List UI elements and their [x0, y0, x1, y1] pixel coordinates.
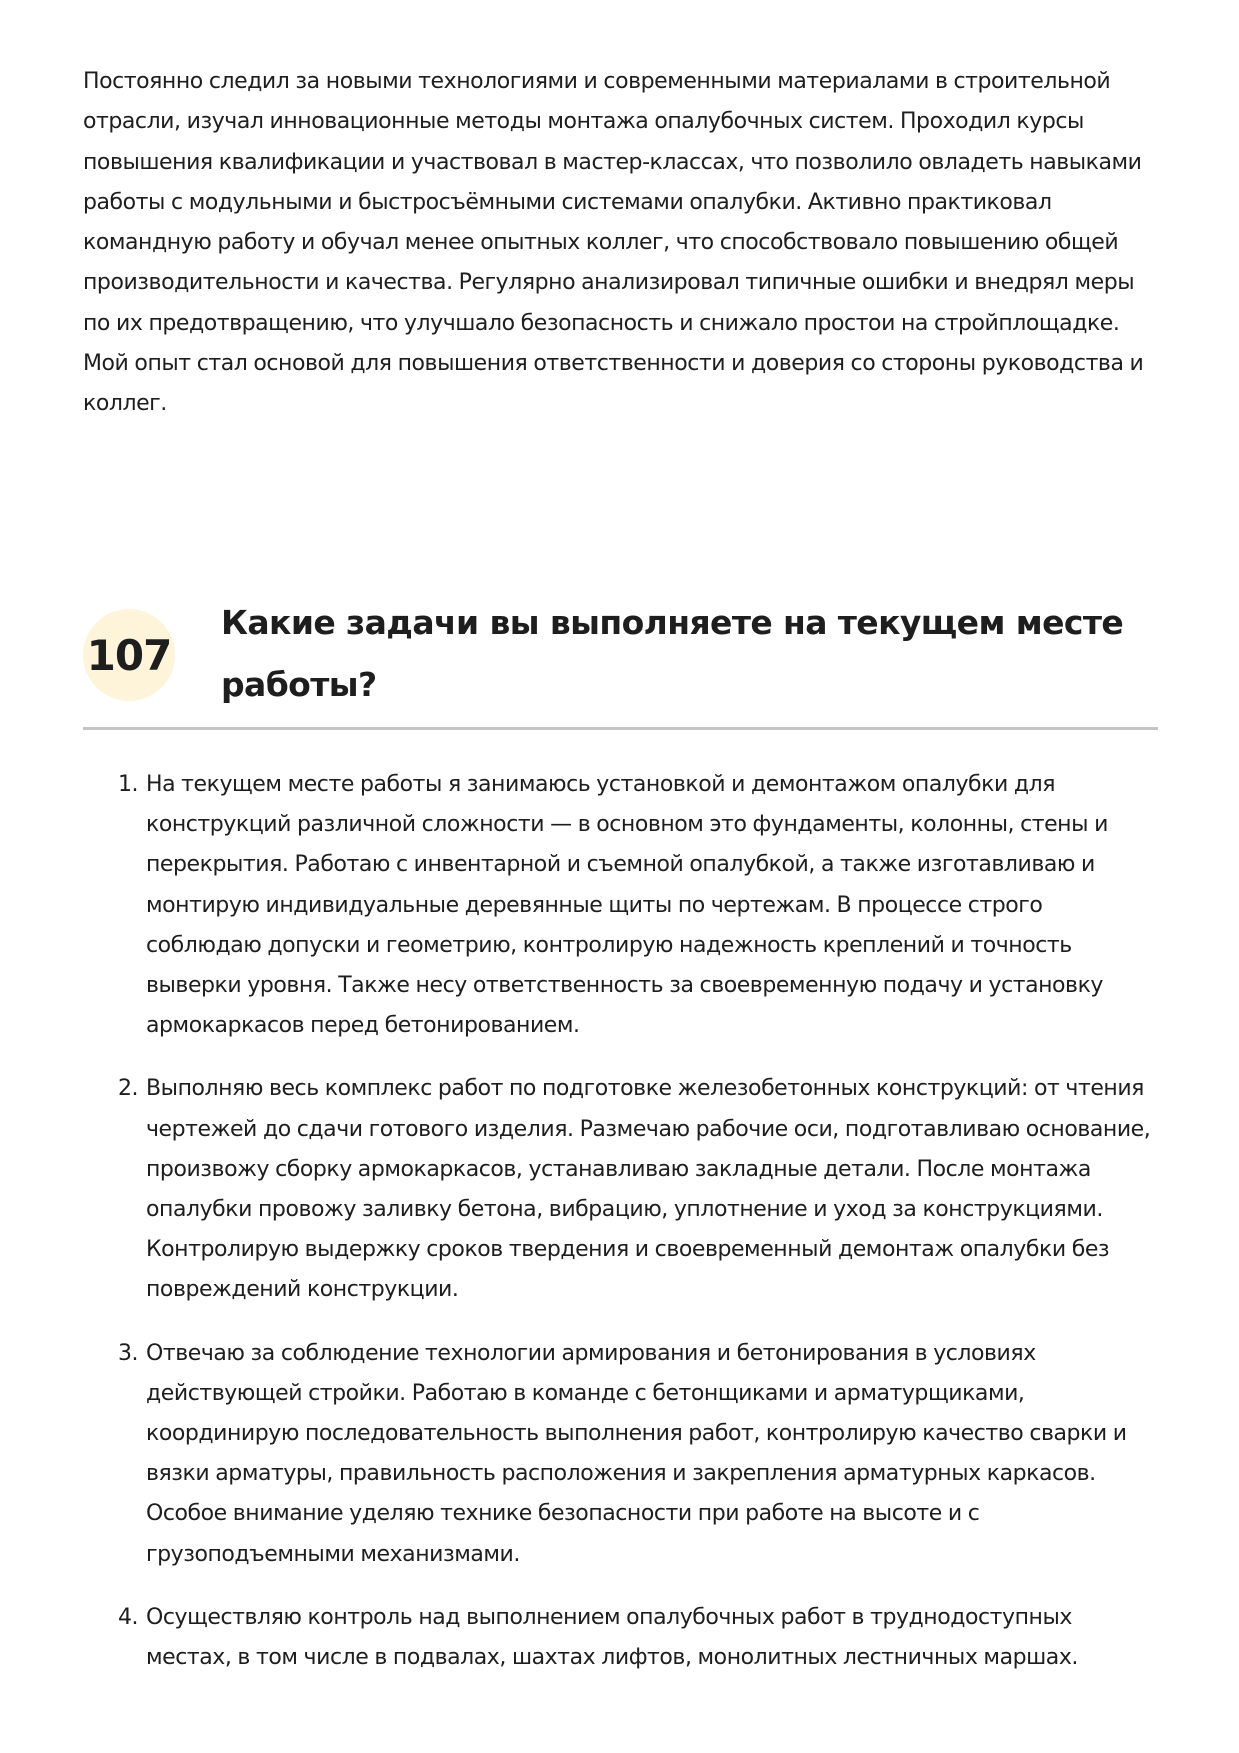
list-item-number: 1.: [118, 772, 139, 797]
answer-list: [83, 765, 1158, 1701]
question-header: [83, 592, 1158, 730]
question-number-badge: 107: [83, 609, 175, 701]
list-item: [83, 1069, 1158, 1310]
list-item-number: 4.: [118, 1604, 139, 1630]
list-item: [83, 765, 1158, 1046]
list-item: [83, 1334, 1158, 1575]
list-item-text: Выполняю весь комплекс работ по подготовке железобетонных конструкций: от чтения чертежей до сдачи готового изделия. Размечаю рабочие оси, подготавливаю основание, произвожу сборку армокаркасов, устанавливаю закладные детали. После монтажа опалубки провожу заливку бетона, вибрацию, уплотнение и уход за конструкциями. Контролирую выдержку сроков твердения и своевременный демонтаж опалубки без повреждений конструкции.: [146, 1076, 1151, 1303]
list-item-text: На текущем месте работы я занимаюсь установкой и демонтажом опалубки для конструкций различной сложности — в основном это фундаменты, колонны, стены и перекрытия. Работаю с инвентарной и съемной опалубкой, а также изготавливаю и монтирую индивидуальные деревянные щиты по чертежам. В процессе строго соблюдаю допуски и геометрию, контролирую надежность креплений и точность выверки уровня. Также несу ответственность за своевременную подачу и установку армокаркасов перед бетонированием.: [146, 772, 1108, 1039]
list-item-text: Осуществляю контроль над выполнением опалубочных работ в труднодоступных местах, в том числе в подвалах, шахтах лифтов, монолитных лестничных маршах.: [146, 1604, 1078, 1671]
list-item-number: 3.: [118, 1340, 139, 1366]
list-item-number: 2.: [118, 1076, 139, 1102]
list-item: [83, 1598, 1158, 1678]
question-title: Какие задачи вы выполняете на текущем месте работы?: [221, 603, 1124, 704]
intro-paragraph: Постоянно следил за новыми технологиями и современными материалами в строительной отрасли, изучал инновационные методы монтажа опалубочных систем. Проходил курсы повышения квалификации и участвовал в мастер-классах, что позволило овладеть навыками работы с модульными и быстросъёмными системами опалубки. Активно практиковал командную работу и обучал менее опытных коллег, что способствовало повышению общей производительности и качества. Регулярно анализировал типичные ошибки и внедрял меры по их предотвращению, что улучшало безопасность и снижало простои на стройплощадке. Мой опыт стал основой для повышения ответственности и доверия со стороны руководства и коллег.: [83, 69, 1144, 417]
list-item-text: Отвечаю за соблюдение технологии армирования и бетонирования в условиях действующей стройки. Работаю в команде с бетонщиками и арматурщиками, координирую последовательность выполнения работ, контролирую качество сварки и вязки арматуры, правильность расположения и закрепления арматурных каркасов. Особое внимание уделяю технике безопасности при работе на высоте и с грузоподъемными механизмами.: [146, 1340, 1127, 1567]
